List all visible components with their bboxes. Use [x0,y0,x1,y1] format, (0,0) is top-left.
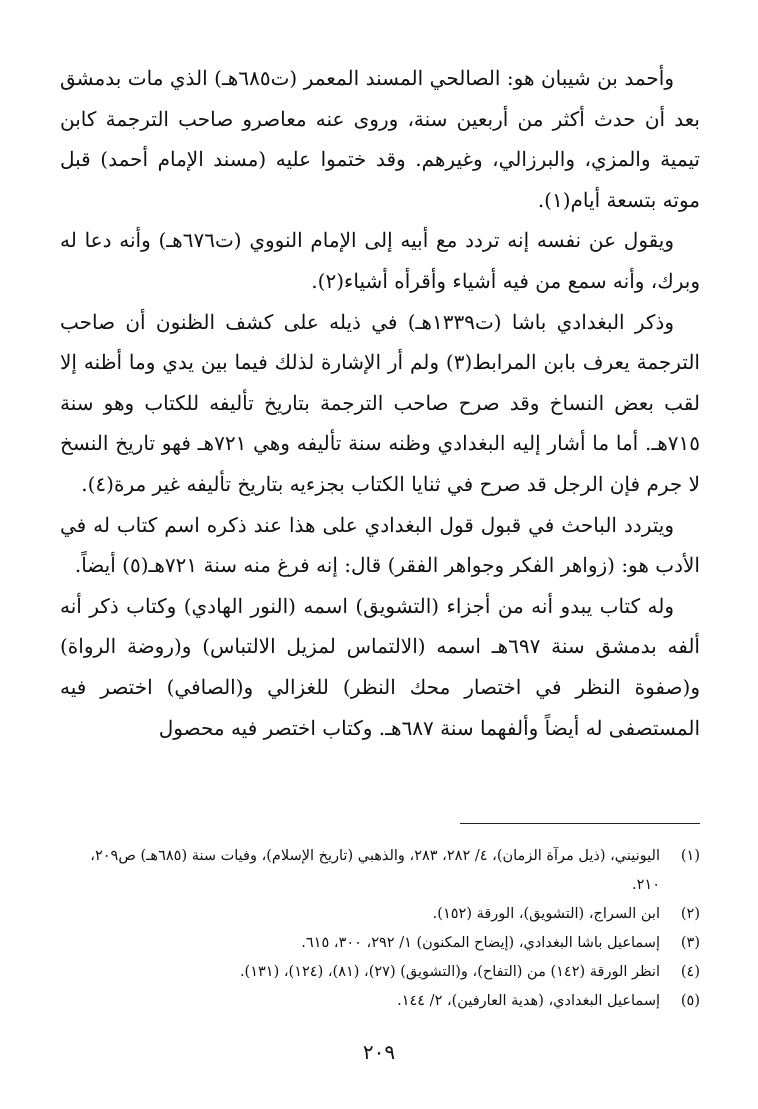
footnote-text: انظر الورقة (١٤٢) من (التفاح)، و(التشويق) (٢٧)، (٨١)، (١٢٤)، (١٣١). [239,964,660,980]
footnote-text: ابن السراج، (التشويق)، الورقة (١٥٢). [432,906,660,922]
footnote-5 [60,987,700,1016]
footnote-text: اليونيني، (ذيل مرآة الزمان)، ٤/ ٢٨٢، ٢٨٣، والذهبي (تاريخ الإسلام)، وفيات سنة (٦٨٥هـ) ص٢٠٩، ٢١٠. [90,848,660,893]
footnote-number: (١) [680,848,700,864]
paragraph-5 [60,586,700,748]
paragraph-text: ويقول عن نفسه إنه تردد مع أبيه إلى الإمام النووي (ت٦٧٦هـ) وأنه دعا له وبرك، وأنه سمع من فيه أشياء وأقرأه أشياء(٢). [60,228,700,293]
paragraph-text: وله كتاب يبدو أنه من أجزاء (التشويق) اسمه (النور الهادي) وكتاب ذكر أنه ألفه بدمشق سنة ٦٩٧هـ اسمه (الالتماس لمزيل الالتباس) و(روضة الرواة) و(صفوة النظر في اختصار محك النظر) للغزالي و(الصافي) اختصر فيه المستصفى له أيضاً وألفهما سنة ٦٨٧هـ. وكتاب اختصر فيه محصول [60,593,700,740]
footnote-4 [60,958,700,987]
footnotes [60,842,700,1016]
paragraph-4 [60,505,700,586]
footnote-divider [460,823,700,824]
paragraph-2 [60,220,700,301]
footnote-number: (٥) [680,993,700,1009]
main-text [60,58,700,748]
paragraph-text: ويتردد الباحث في قبول قول البغدادي على هذا عند ذكره اسم كتاب له في الأدب هو: (زواهر الفكر وجواهر الفقر) قال: إنه فرغ منه سنة ٧٢١هـ(٥) أيضاً. [60,512,700,578]
paragraph-1 [60,58,700,220]
paragraph-text: وذكر البغدادي باشا (ت١٣٣٩هـ) في ذيله على كشف الظنون أن صاحب الترجمة يعرف بابن المرابط(٣) ولم أر الإشارة لذلك فيما بين يدي وما أظنه إلا لقب بعض النساخ وقد صرح صاحب الترجمة بتاريخ تأليفه للكتاب وهو سنة ٧١٥هـ. أما ما أشار إليه البغدادي وظنه سنة تأليفه وهي ٧٢١هـ فهو تاريخ النسخ لا جرم فإن الرجل قد صرح في ثنايا الكتاب بجزءيه بتاريخ تأليفه غير مرة(٤). [60,309,700,496]
footnote-number: (٣) [680,935,700,951]
paragraph-text: وأحمد بن شيبان هو: الصالحي المسند المعمر (ت٦٨٥هـ) الذي مات بدمشق بعد أن حدث أكثر من أربعين سنة، وروى عنه معاصرو صاحب الترجمة كابن تيمية والمزي، والبرزالي، وغيرهم. وقد ختموا عليه (مسند الإمام أحمد) قبل موته بتسعة أيام(١). [60,66,700,212]
footnote-1 [60,842,700,900]
footnote-text: إسماعيل باشا البغدادي، (إيضاح المكنون) ١/ ٢٩٢، ٣٠٠، ٦١٥. [301,935,660,951]
footnote-2 [60,900,700,929]
paragraph-3 [60,302,700,505]
page-number: ٢٠٩ [362,1040,396,1064]
footnote-number: (٤) [680,964,700,980]
footnote-text: إسماعيل البغدادي، (هدية العارفين)، ٢/ ١٤٤. [397,993,660,1009]
footnote-3 [60,929,700,958]
footnote-number: (٢) [680,906,700,922]
